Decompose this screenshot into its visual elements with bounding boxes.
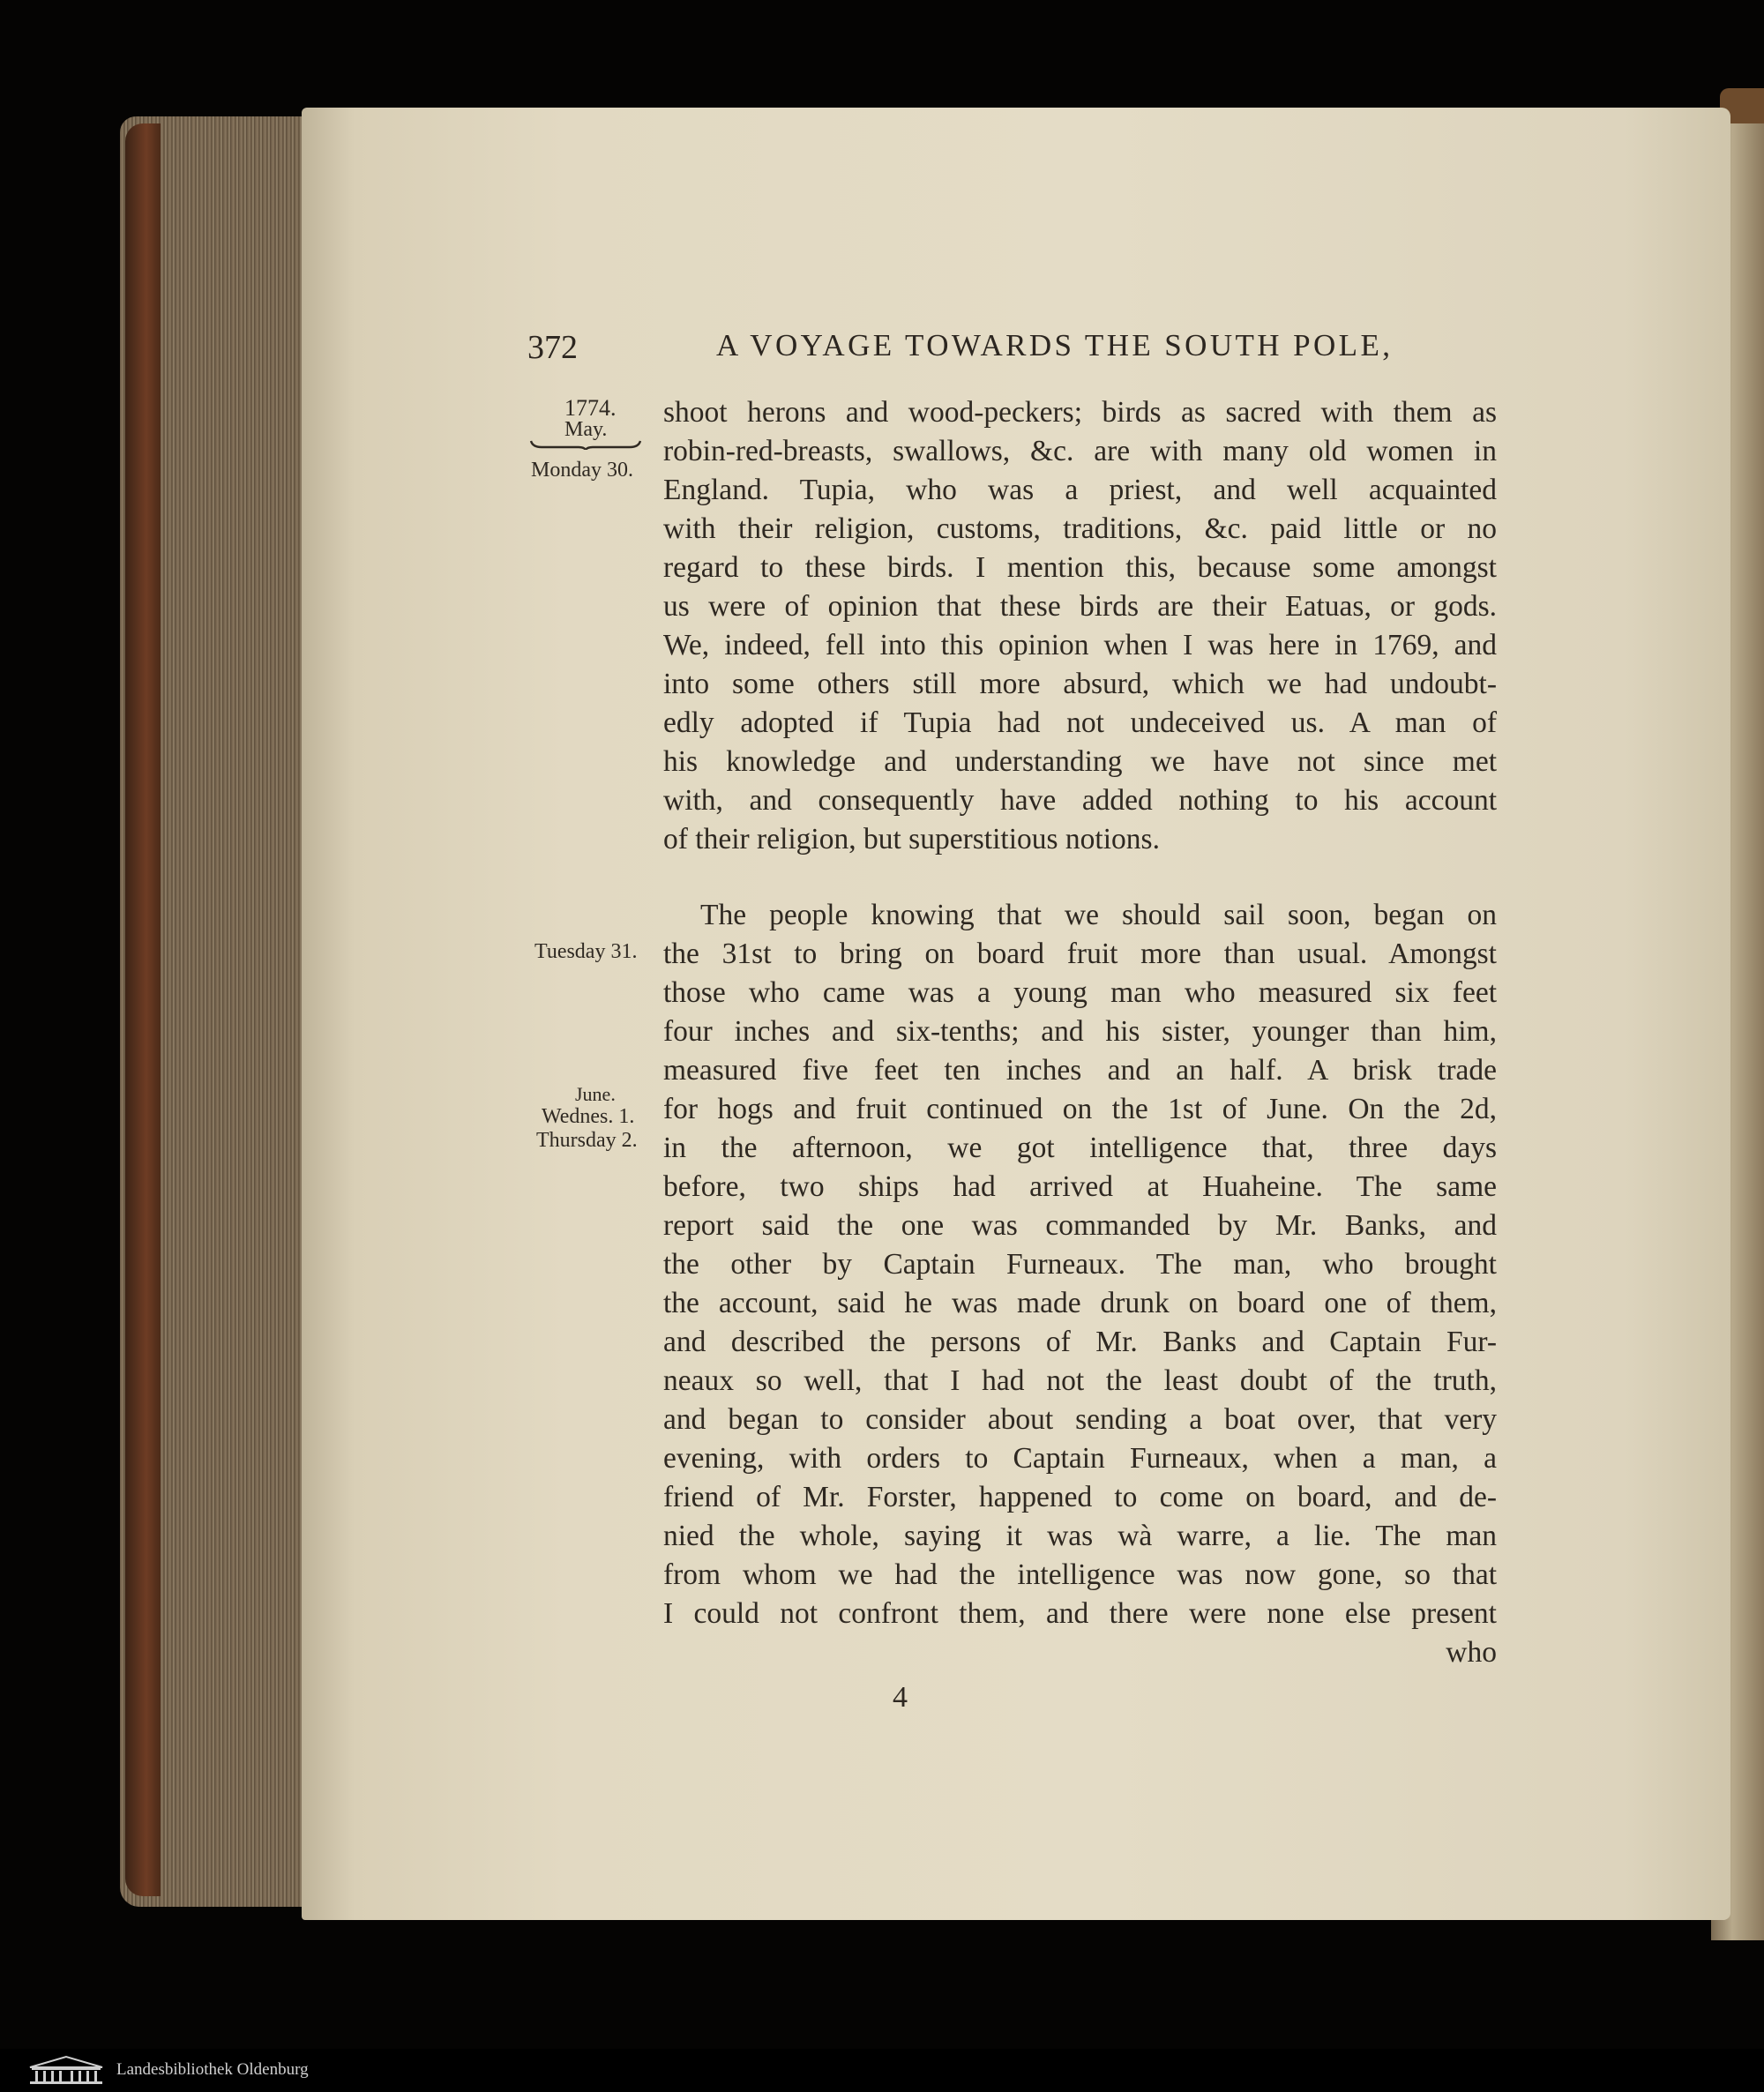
text-line: from whom we had the intelligence was now gone, so that (663, 1558, 1497, 1591)
running-title: A VOYAGE TOWARDS THE SOUTH POLE, (716, 328, 1394, 362)
text-line: the account, said he was made drunk on board one of them, (663, 1287, 1497, 1319)
text-line: nied the whole, saying it was wà warre, a lie. The man (663, 1520, 1497, 1552)
text-line: and began to consider about sending a boat over, that very (663, 1403, 1497, 1436)
text-line: with their religion, customs, traditions, &c. paid little or no (663, 512, 1497, 545)
text-line: England. Tupia, who was a priest, and well acquainted (663, 474, 1497, 506)
text-line: four inches and six-tenths; and his sister, younger than him, (663, 1015, 1497, 1048)
text-line: us were of opinion that these birds are their Eatuas, or gods. (663, 590, 1497, 623)
text-line: measured five feet ten inches and an half. A brisk trade (663, 1054, 1497, 1087)
margin-date-tuesday-31: Tuesday 31. (534, 940, 638, 963)
text-line: The people knowing that we should sail soon, began on (700, 899, 1497, 931)
text-line: regard to these birds. I mention this, because some amongst (663, 551, 1497, 584)
text-line: friend of Mr. Forster, happened to come on board, and de- (663, 1481, 1497, 1513)
paragraph-2 (663, 896, 1497, 1672)
margin-month: May. (564, 418, 608, 441)
text-line: for hogs and fruit continued on the 1st of June. On the 2d, (663, 1093, 1497, 1125)
paragraph-1 (663, 393, 1497, 859)
library-building-icon (26, 2055, 106, 2085)
margin-month-june: June. (575, 1083, 616, 1105)
catchword: who (1446, 1636, 1497, 1669)
text-line: and described the persons of Mr. Banks and Captain Fur- (663, 1326, 1497, 1358)
text-line: his knowledge and understanding we have not since met (663, 745, 1497, 778)
text-line: in the afternoon, we got intelligence that, three days (663, 1132, 1497, 1164)
book-cover-spine (125, 123, 161, 1896)
signature-mark: 4 (893, 1681, 908, 1714)
text-line: shoot herons and wood-peckers; birds as sacred with them as (663, 396, 1497, 429)
text-line: report said the one was commanded by Mr. Banks, and (663, 1209, 1497, 1242)
margin-date-thursday-2: Thursday 2. (536, 1129, 638, 1152)
page-header (527, 328, 1506, 372)
text-line: robin-red-breasts, swallows, &c. are with many old women in (663, 435, 1497, 467)
text-line: before, two ships had arrived at Huaheine. The same (663, 1170, 1497, 1203)
margin-brace (529, 439, 642, 450)
page-number: 372 (527, 329, 578, 366)
text-line: edly adopted if Tupia had not undeceived us. A man of (663, 706, 1497, 739)
text-line: evening, with orders to Captain Furneaux, when a man, a (663, 1442, 1497, 1475)
text-line: the other by Captain Furneaux. The man, who brought (663, 1248, 1497, 1281)
text-line: the 31st to bring on board fruit more than usual. Amongst (663, 938, 1497, 970)
text-line: with, and consequently have added nothing to his account (663, 784, 1497, 817)
text-line: those who came was a young man who measured six feet (663, 976, 1497, 1009)
text-line: into some others still more absurd, which we had undoubt- (663, 668, 1497, 700)
text-line: neaux so well, that I had not the least doubt of the truth, (663, 1364, 1497, 1397)
margin-year: 1774. (564, 395, 617, 421)
margin-date-monday-30: Monday 30. (531, 459, 633, 482)
text-line: I could not confront them, and there were none else present (663, 1597, 1497, 1630)
library-name: Landesbibliothek Oldenburg (116, 2060, 309, 2079)
margin-date-wednesday-1: Wednes. 1. (542, 1105, 635, 1128)
text-line: We, indeed, fell into this opinion when I was here in 1769, and (663, 629, 1497, 661)
text-line: of their religion, but superstitious notions. (663, 823, 1160, 855)
